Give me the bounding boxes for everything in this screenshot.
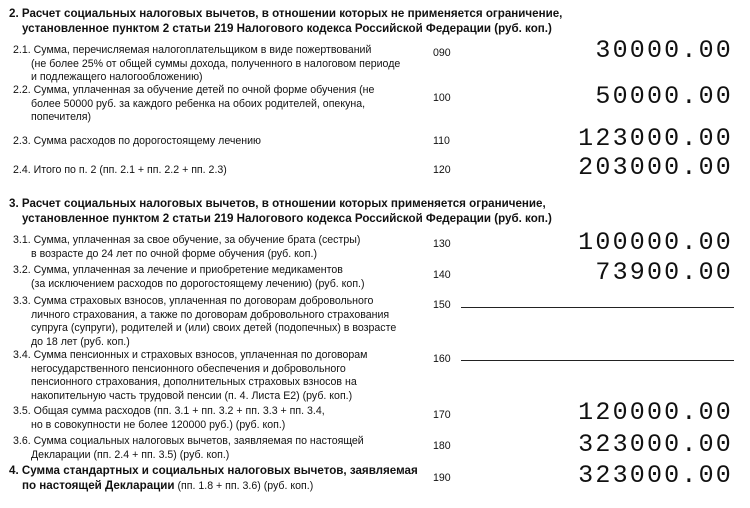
- row-2-1-label: [13, 44, 413, 85]
- row-3-3-label: [13, 295, 413, 349]
- row-3-1-label: [13, 234, 413, 261]
- row-3-5-label: [13, 405, 413, 432]
- row-2-2-value[interactable]: 50000.00: [595, 82, 733, 111]
- row-3-2-line2: (за исключением расходов по дорогостоящему лечению) (руб. коп.): [31, 277, 365, 290]
- row-3-1-value[interactable]: 100000.00: [578, 228, 733, 257]
- row-3-6-value[interactable]: 323000.00: [578, 430, 733, 459]
- row-2-2-line3: попечителя): [31, 111, 92, 124]
- row-2-3-label: [13, 135, 413, 149]
- section-3-heading-line1: 3. Расчет социальных налоговых вычетов, в отношении которых применяется ограничение,: [9, 197, 546, 210]
- row-3-4-line3: пенсионного страхования, дополнительных страховых взносов на: [31, 376, 357, 389]
- section-4-line2-rest: (пп. 1.8 + пп. 3.6) (руб. коп.): [174, 479, 314, 492]
- row-3-4-line1: 3.4. Сумма пенсионных и страховых взносов, уплаченная по договорам: [13, 349, 368, 361]
- row-2-2-label: [13, 84, 413, 125]
- row-3-6-code: 180: [433, 440, 451, 452]
- row-3-3-empty-field[interactable]: [461, 307, 734, 308]
- row-2-3-code: 110: [433, 135, 450, 147]
- section-3-heading-line2: установленное пунктом 2 статьи 219 Налогового кодекса Российской Федерации (руб. коп.): [22, 212, 552, 225]
- row-2-2-line1: 2.2. Сумма, уплаченная за обучение детей по очной форме обучения (не: [13, 84, 375, 96]
- row-3-2-code: 140: [433, 269, 451, 281]
- row-3-4-empty-field[interactable]: [461, 360, 734, 361]
- row-2-2-line2: более 50000 руб. за каждого ребенка на обоих родителей, опекуна,: [31, 97, 366, 110]
- row-2-4-code: 120: [433, 164, 451, 176]
- section-4-code: 190: [433, 472, 451, 484]
- row-3-1-code: 130: [433, 238, 451, 250]
- row-2-1-value[interactable]: 30000.00: [595, 36, 733, 65]
- row-3-2-label: [13, 264, 413, 291]
- row-3-6-label: [13, 435, 413, 462]
- row-3-5-line2: но в совокупности не более 120000 руб.) (руб. коп.): [31, 418, 286, 431]
- section-2-heading: [9, 6, 562, 36]
- section-4-line2-bold: по настоящей Декларации: [22, 478, 175, 492]
- row-2-4-line1: 2.4. Итого по п. 2 (пп. 2.1 + пп. 2.2 + пп. 2.3): [13, 164, 227, 176]
- row-3-3-line4: до 18 лет (руб. коп.): [31, 335, 130, 348]
- row-3-5-code: 170: [433, 409, 451, 421]
- row-3-6-line2: Декларации (пп. 2.4 + пп. 3.5) (руб. коп.): [31, 448, 230, 461]
- row-2-1-line2: (не более 25% от общей суммы дохода, полученного в налоговом периоде: [31, 57, 401, 70]
- row-2-1-line1: 2.1. Сумма, перечисляемая налогоплательщиком в виде пожертвований: [13, 44, 372, 56]
- section-4-label: [9, 464, 429, 493]
- section-4-value[interactable]: 323000.00: [578, 461, 733, 490]
- row-3-3-line2: личного страхования, а также по договорам добровольного страхования: [31, 308, 390, 321]
- section-2-heading-line1: 2. Расчет социальных налоговых вычетов, в отношении которых не применяется ограничение,: [9, 7, 563, 20]
- row-2-2-code: 100: [433, 92, 451, 104]
- row-3-1-line1: 3.1. Сумма, уплаченная за свое обучение, за обучение брата (сестры): [13, 234, 361, 246]
- row-3-4-line4: накопительную часть трудовой пенсии (п. 4. Листа Е2) (руб. коп.): [31, 389, 353, 402]
- row-3-1-line2: в возрасте до 24 лет по очной форме обучения (руб. коп.): [31, 247, 317, 260]
- row-3-5-value[interactable]: 120000.00: [578, 398, 733, 427]
- section-3-heading: [9, 196, 552, 226]
- row-2-3-line1: 2.3. Сумма расходов по дорогостоящему лечению: [13, 135, 261, 147]
- row-3-3-line1: 3.3. Сумма страховых взносов, уплаченная по договорам добровольного: [13, 295, 374, 307]
- section-4-line1: 4. Сумма стандартных и социальных налоговых вычетов, заявляемая: [9, 464, 418, 477]
- row-3-3-code: 150: [433, 299, 451, 311]
- row-3-2-value[interactable]: 73900.00: [595, 258, 733, 287]
- row-3-6-line1: 3.6. Сумма социальных налоговых вычетов, заявляемая по настоящей: [13, 435, 364, 447]
- row-2-3-value[interactable]: 123000.00: [578, 124, 733, 153]
- row-3-3-line3: супруга (супруги), родителей и (или) своих детей (подопечных) в возрасте: [31, 322, 397, 335]
- row-3-2-line1: 3.2. Сумма, уплаченная за лечение и приобретение медикаментов: [13, 264, 343, 276]
- row-3-5-line1: 3.5. Общая сумма расходов (пп. 3.1 + пп. 3.2 + пп. 3.3 + пп. 3.4,: [13, 405, 325, 417]
- row-2-1-code: 090: [433, 47, 451, 59]
- row-3-4-code: 160: [433, 353, 451, 365]
- section-2-heading-line2: установленное пунктом 2 статьи 219 Налогового кодекса Российской Федерации (руб. коп.): [22, 22, 552, 35]
- row-2-1-line3: и подлежащего налогообложению): [31, 71, 203, 84]
- row-3-4-label: [13, 349, 413, 403]
- row-2-4-value[interactable]: 203000.00: [578, 153, 733, 182]
- section-4-line2: [9, 479, 429, 494]
- row-2-4-label: [13, 164, 413, 178]
- row-3-4-line2: негосударственного пенсионного обеспечения и добровольного: [31, 362, 346, 375]
